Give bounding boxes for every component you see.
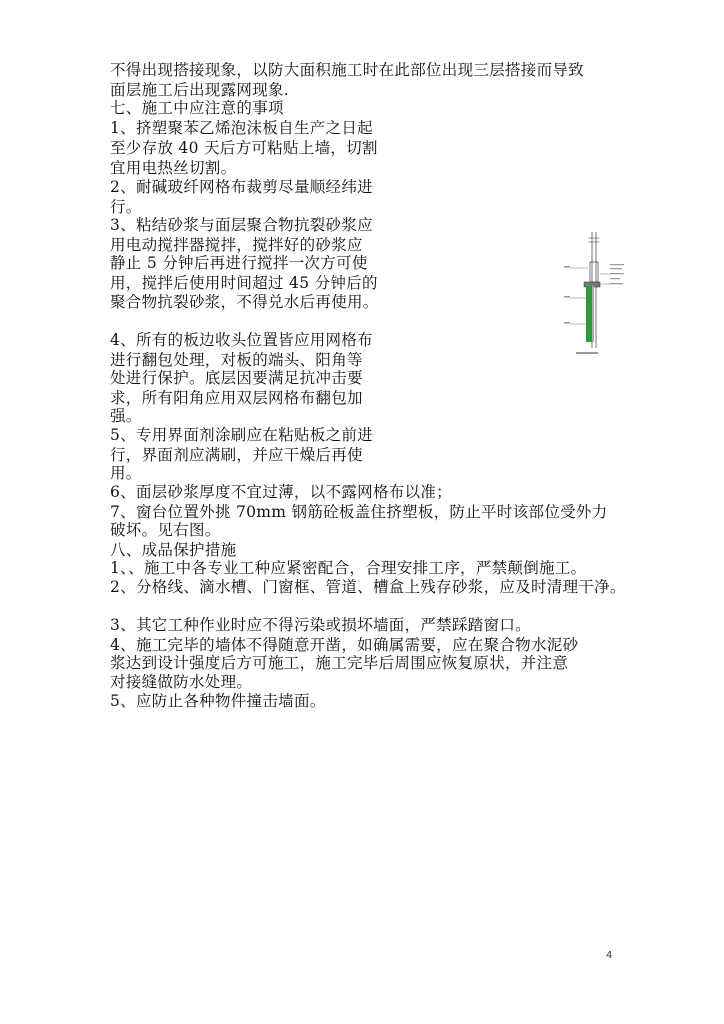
text-line: 强。 [110,407,142,425]
text-line: 6、面层砂浆厚度不宜过薄，以不露网格布以准； [110,483,452,501]
text-line: 4、施工完毕的墙体不得随意开凿，如确属需要，应在聚合物水泥砂 [110,636,579,654]
section-heading: 七、施工中应注意的事项 [110,99,284,117]
text-line: 5、专用界面剂涂刷应在粘贴板之前进 [110,426,373,444]
text-line: 3、粘结砂浆与面层聚合物抗裂砂浆应 [110,216,373,234]
text-line: 1、、施工中各专业工种应紧密配合，合理安排工序，严禁颠倒施工。 [110,559,587,577]
text-line: 处进行保护。底层因要满足抗冲击要 [110,369,363,387]
text-line: 面层施工后出现露网现象. [110,81,290,99]
text-line: 用电动搅拌器搅拌，搅拌好的砂浆应 [110,236,363,254]
text-line: 聚合物抗裂砂浆，不得兑水后再使用。 [110,293,379,311]
text-line: 宜用电热丝切割。 [110,159,237,177]
text-line: 3、其它工种作业时应不得污染或损坏墙面，严禁踩踏窗口。 [110,616,531,634]
text-line: 破坏。见右图。 [110,521,221,539]
text-line: 用，搅拌后使用时间超过 45 分钟后的 [110,274,378,292]
text-line: 对接缝做防水处理。 [110,673,253,691]
page-number: 4 [606,950,613,961]
text-line: 求，所有阳角应用双层网格布翻包加 [110,389,363,407]
text-line: 浆达到设计强度后方可施工，施工完毕后周围应恢复原状，并注意 [110,654,569,672]
text-line: 5、应防止各种物件撞击墙面。 [110,692,326,710]
window-sill-detail-figure [562,228,632,360]
text-line: 行。 [110,198,142,216]
window-sill-detail-drawing [562,228,632,360]
text-line: 静止 5 分钟后再进行搅拌一次方可使 [110,254,368,272]
text-line: 进行翻包处理，对板的端头、阳角等 [110,351,363,369]
text-line: 不得出现搭接现象，以防大面积施工时在此部位出现三层搭接而导致 [110,61,585,79]
text-line: 2、分格线、滴水槽、门窗框、管道、槽盒上残存砂浆，应及时清理干净。 [110,578,626,596]
text-line: 2、耐碱玻纤网格布裁剪尽量顺经纬进 [110,178,373,196]
text-line: 行，界面剂应满刷，并应干燥后再使 [110,446,363,464]
text-line: 1、挤塑聚苯乙烯泡沫板自生产之日起 [110,119,373,137]
text-line: 7、窗台位置外挑 70mm 钢筋砼板盖住挤塑板，防止平时该部位受外力 [110,503,608,521]
text-line: 至少存放 40 天后方可粘贴上墙，切割 [110,139,378,157]
section-heading: 八、成品保护措施 [110,541,237,559]
text-line: 4、所有的板边收头位置皆应用网格布 [110,331,373,349]
text-line: 用。 [110,464,142,482]
